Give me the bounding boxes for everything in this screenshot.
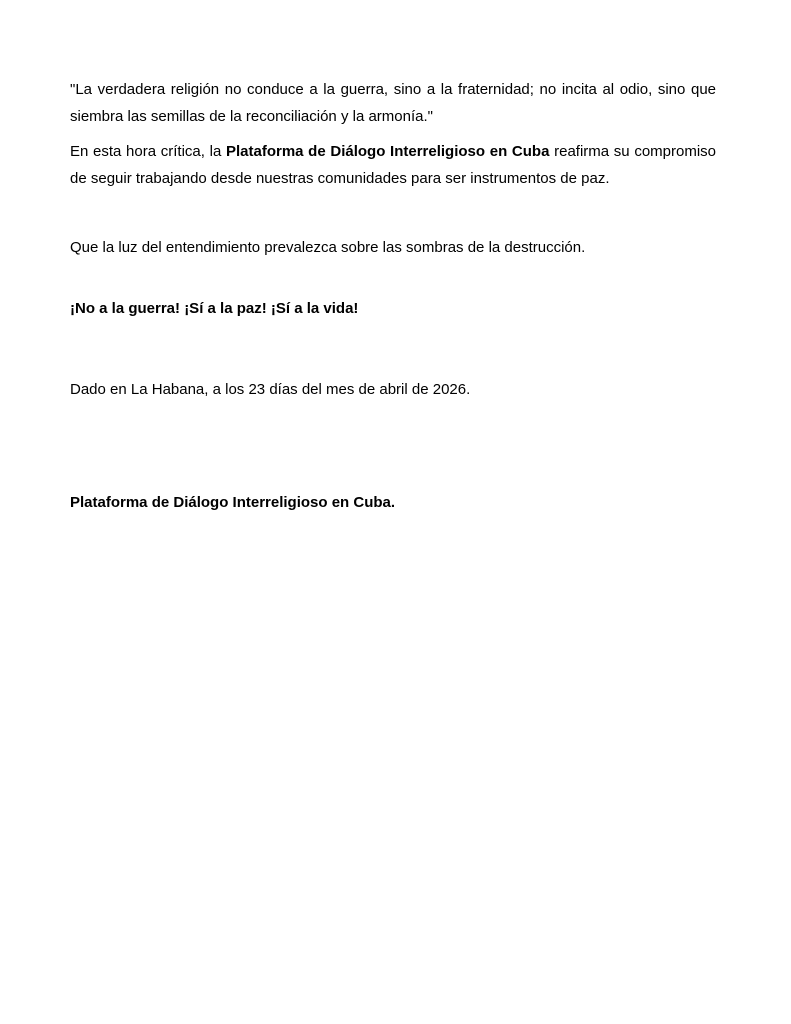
signature: Plataforma de Diálogo Interreligioso en Cuba. <box>70 494 396 511</box>
date-place-line: Dado en La Habana, a los 23 días del mes de abril de 2026. <box>70 381 471 398</box>
commitment-paragraph <box>70 138 716 192</box>
quote-paragraph: "La verdadera religión no conduce a la guerra, sino a la fraternidad; no incita al odio, sino que siembra las semillas de la reconciliación y la armonía." <box>70 81 716 125</box>
slogan: ¡No a la guerra! ¡Sí a la paz! ¡Sí a la vida! <box>70 300 359 317</box>
organization-name: Plataforma de Diálogo Interreligioso en Cuba <box>225 143 550 160</box>
commitment-text-before: En esta hora crítica, la <box>70 143 226 160</box>
light-paragraph: Que la luz del entendimiento prevalezca sobre las sombras de la destrucción. <box>70 239 586 256</box>
commitment-text-after: reafirma su compromiso de seguir trabajando desde nuestras comunidades para ser instrumentos de paz. <box>70 143 717 187</box>
